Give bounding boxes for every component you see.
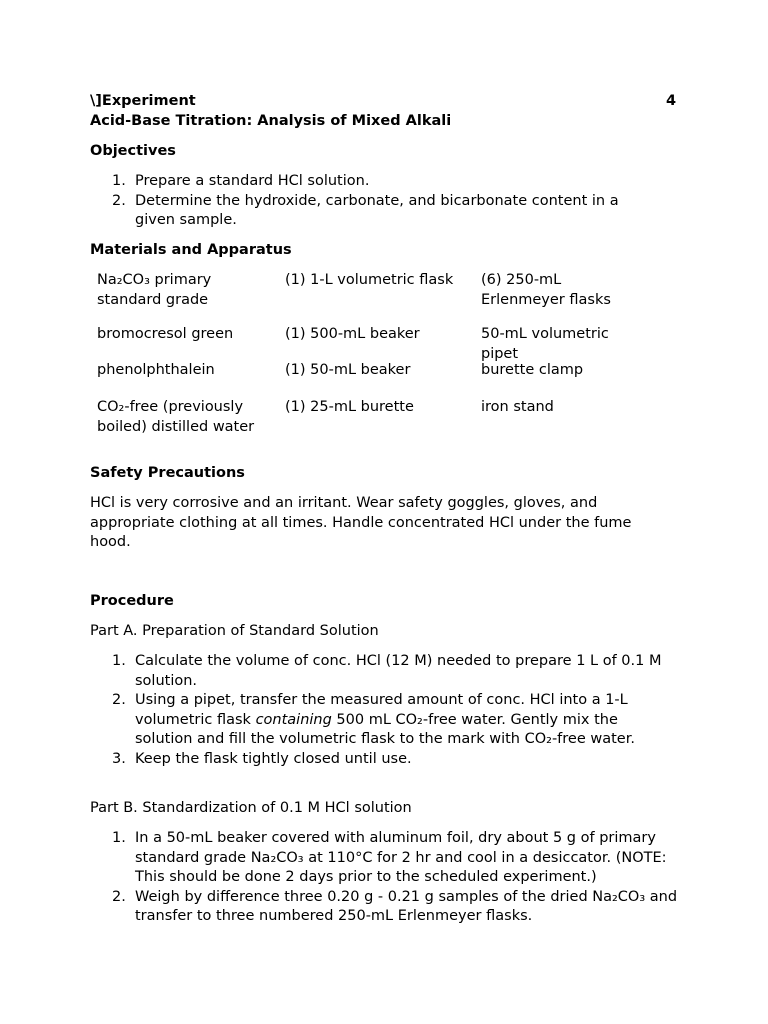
materials-cell: phenolphthalein: [97, 362, 215, 378]
materials-cell: (1) 1-L volumetric flask: [285, 272, 454, 288]
part-b-title: Part B. Standardization of 0.1 M HCl solution: [90, 800, 412, 816]
materials-cell: Na₂CO₃ primary standard grade: [97, 272, 212, 308]
materials-cell: burette clamp: [481, 362, 584, 378]
materials-cell: bromocresol green: [97, 326, 234, 342]
experiment-number: 4: [666, 93, 677, 109]
materials-heading: Materials and Apparatus: [90, 242, 292, 258]
procedure-heading: Procedure: [90, 593, 174, 609]
materials-cell: (1) 25-mL burette: [285, 399, 414, 415]
part-a-steps: [90, 652, 690, 770]
experiment-label: \]Experiment: [90, 93, 196, 109]
document-title: Acid-Base Titration: Analysis of Mixed Alkali: [90, 113, 452, 129]
part-b-steps: [90, 829, 690, 927]
procedure-step: 1. Calculate the volume of conc. HCl (12 M) needed to prepare 1 L of 0.1 M solution.: [112, 653, 662, 689]
procedure-step: 1. In a 50-mL beaker covered with aluminum foil, dry about 5 g of primary standard grade Na₂CO₃ at 110°C for 2 hr and cool in a desiccator. (NOTE: This should be done 2 days prior to the scheduled experiment.): [112, 830, 667, 886]
procedure-step: 3. Keep the flask tightly closed until use.: [112, 750, 412, 767]
materials-cell: (1) 500-mL beaker: [285, 326, 420, 342]
part-a-title: Part A. Preparation of Standard Solution: [90, 623, 379, 639]
objectives-list: [90, 172, 690, 231]
materials-cell: iron stand: [481, 399, 554, 415]
safety-heading: Safety Precautions: [90, 465, 245, 481]
procedure-step: 2. Weigh by difference three 0.20 g - 0.21 g samples of the dried Na₂CO₃ and transfer to three numbered 250-mL Erlenmeyer flasks.: [112, 888, 678, 925]
procedure-step: 2. Using a pipet, transfer the measured amount of conc. HCl into a 1-L volumetric flask containing 500 mL CO₂-free water. Gently mix the solution and fill the volumetric flask to the mark with CO₂-free water.: [112, 692, 635, 748]
objectives-heading: Objectives: [90, 143, 176, 159]
materials-cell: (6) 250-mL Erlenmeyer flasks: [481, 272, 611, 308]
materials-cell: (1) 50-mL beaker: [285, 362, 411, 378]
objective-item: 2. Determine the hydroxide, carbonate, and bicarbonate content in a given sample.: [112, 192, 619, 229]
objective-item: 1. Prepare a standard HCl solution.: [112, 173, 370, 189]
materials-cell: CO₂-free (previously boiled) distilled water: [97, 399, 255, 435]
materials-cell: 50-mL volumetric pipet: [481, 326, 609, 362]
safety-text: HCl is very corrosive and an irritant. Wear safety goggles, gloves, and appropriate clothing at all times. Handle concentrated HCl under the fume hood.: [90, 495, 632, 551]
